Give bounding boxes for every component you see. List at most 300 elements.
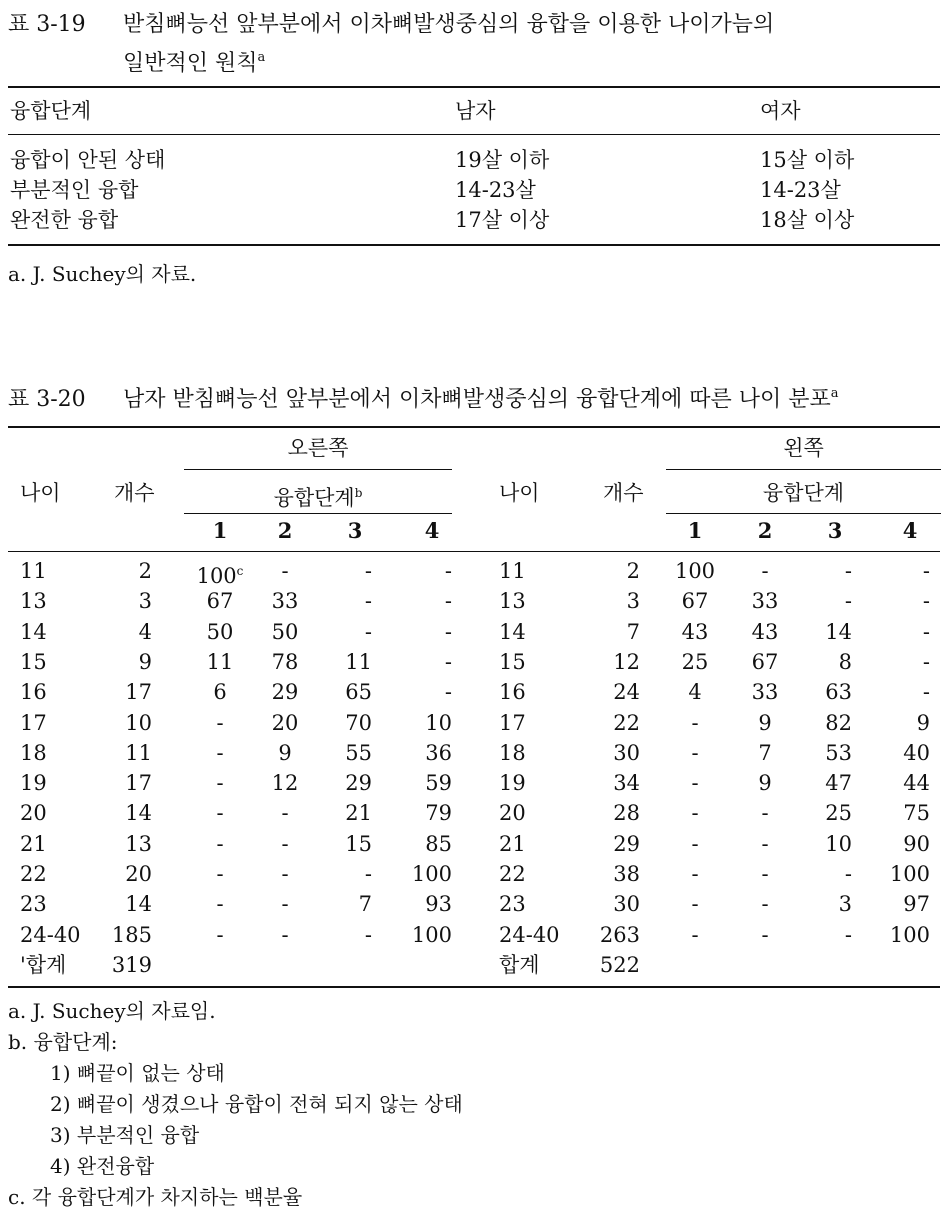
stage-3-left-cell: [800, 950, 852, 980]
count-cell: [580, 556, 640, 586]
cell-value: 100: [674, 559, 716, 583]
cell-value: -: [364, 589, 372, 614]
table-row: [8, 144, 938, 176]
stage-3-left-cell: [800, 738, 852, 768]
cell-value: -: [691, 710, 699, 735]
stage-2-right-cell: [255, 798, 315, 828]
count-cell: [100, 859, 152, 889]
stage-3-left-cell: [800, 859, 852, 889]
stage-4-left-cell: [870, 950, 930, 980]
cell-value: 100: [889, 922, 930, 947]
cell-value: -: [444, 649, 452, 674]
footnote-b-item: 2) 뼈끝이 생겼으나 융합이 전혀 되지 않는 상태: [50, 1092, 463, 1116]
cell-value: -: [281, 831, 289, 856]
header-stage-2-left: 2: [757, 518, 773, 543]
age-cell: [20, 647, 100, 677]
stage-4-left-cell: [870, 859, 930, 889]
count-cell: [580, 920, 640, 950]
stage-2-left-cell: [735, 677, 795, 707]
stage-3-right-cell: [320, 950, 372, 980]
right-side-span-rule: [184, 469, 452, 470]
cell-value: -: [844, 862, 852, 886]
cell-value: 33: [751, 589, 779, 614]
header-stage-3-right: 3: [347, 518, 363, 543]
stage-3-left-cell: [800, 768, 852, 798]
stage-4-left-cell: [870, 708, 930, 738]
cell-value: 70: [345, 710, 372, 735]
cell-value: -: [444, 559, 452, 583]
cell-value: 18: [499, 740, 526, 765]
cell-value: 24: [613, 680, 640, 705]
stage-4-right-cell: [392, 647, 452, 677]
cell-value: '합계: [20, 952, 67, 977]
cell-value: -: [216, 740, 224, 765]
count-cell: [100, 920, 152, 950]
cell-value: 13: [499, 589, 526, 614]
cell-value: 30: [613, 892, 640, 917]
cell-value: 43: [681, 619, 709, 644]
age-cell: [499, 677, 579, 707]
cell-value: -: [364, 922, 372, 947]
stage-3-right-cell: [320, 859, 372, 889]
cell-value: -: [761, 922, 769, 947]
stage-cell: 완전한 융합: [10, 208, 119, 232]
male-cell: 17살 이상: [455, 208, 550, 232]
cell-value: 14: [125, 892, 152, 917]
cell-value: 15: [345, 831, 372, 856]
cell-value: 3: [838, 892, 852, 917]
count-cell: [580, 677, 640, 707]
age-cell: [20, 617, 100, 647]
cell-value: -: [922, 680, 930, 705]
cell-value: -: [281, 862, 289, 886]
cell-value: 13: [125, 831, 152, 856]
cell-value: -: [761, 801, 769, 826]
count-cell: [100, 798, 152, 828]
count-cell: [100, 708, 152, 738]
table-3-20-title: 남자 받침뼈능선 앞부분에서 이차뼈발생중심의 융합단계에 따른 나이 분포: [123, 387, 831, 412]
cell-value: -: [216, 922, 224, 947]
cell-value: 185: [111, 922, 152, 947]
cell-value: 20: [271, 710, 299, 735]
header-stage-right-label: 융합단계: [273, 486, 355, 510]
cell-value: 3: [626, 589, 640, 614]
stage-3-right-cell: [320, 829, 372, 859]
stage-3-right-cell: [320, 768, 372, 798]
table-3-20-number: 표 3-20: [8, 387, 86, 412]
stage-3-right-cell: [320, 677, 372, 707]
cell-value: -: [922, 589, 930, 614]
header-left-side: 왼쪽: [783, 436, 824, 460]
cell-value: 21: [499, 831, 526, 856]
cell-value: 7: [358, 892, 372, 917]
cell-value: 78: [271, 649, 299, 674]
cell-value: -: [444, 619, 452, 644]
cell-value: 17: [125, 771, 152, 796]
cell-value: 23: [20, 892, 47, 917]
cell-value: 29: [271, 680, 299, 705]
cell-value: -: [691, 740, 699, 765]
cell-value: 12: [613, 649, 640, 674]
stage-1-right-cell: [186, 556, 254, 586]
cell-value: 합계: [499, 952, 540, 977]
stage-1-left-cell: [665, 798, 725, 828]
cell-value: 24-40: [499, 922, 560, 947]
table-3-19-title-line1: 받침뼈능선 앞부분에서 이차뼈발생중심의 융합을 이용한 나이가늠의: [123, 12, 775, 37]
stage-2-right-cell: [255, 708, 315, 738]
stage-1-right-cell: [186, 920, 254, 950]
cell-value: 20: [499, 801, 526, 826]
count-cell: [580, 586, 640, 616]
age-cell: [20, 920, 100, 950]
footnote-marker: a: [830, 386, 839, 401]
cell-value: 19: [499, 771, 526, 796]
table-3-20-bottom-rule: [8, 986, 940, 988]
cell-value: -: [444, 589, 452, 614]
age-cell: [20, 859, 100, 889]
cell-value: 63: [825, 680, 852, 705]
stage-2-left-cell: [735, 556, 795, 586]
cell-value: 22: [20, 862, 47, 886]
male-cell: 14-23살: [455, 178, 536, 202]
header-stage-3-left: 3: [827, 518, 843, 543]
cell-value: 6: [213, 680, 227, 705]
stage-4-left-cell: [870, 889, 930, 919]
table-3-20-top-rule: [8, 426, 940, 428]
cell-value: -: [281, 922, 289, 947]
stage-1-left-cell: [665, 708, 725, 738]
cell-value: -: [364, 862, 372, 886]
count-cell: [580, 617, 640, 647]
table-3-19-number: 표 3-19: [8, 12, 86, 37]
stage-3-right-cell: [320, 798, 372, 828]
male-cell: 19살 이하: [455, 148, 550, 172]
cell-value: 67: [681, 589, 709, 614]
stage-4-right-cell: [392, 677, 452, 707]
stage-4-right-cell: [392, 950, 452, 980]
cell-value: 100: [889, 862, 930, 886]
stage-3-right-cell: [320, 920, 372, 950]
header-count-left: 개수: [603, 481, 644, 505]
stage-2-right-cell: [255, 556, 315, 586]
stage-3-right-cell: [320, 647, 372, 677]
cell-value: 2: [626, 559, 640, 583]
cell-value: -: [761, 862, 769, 886]
stage-4-left-cell: [870, 798, 930, 828]
cell-value: 67: [751, 649, 779, 674]
cell-value: 11: [345, 649, 372, 674]
table-3-20-caption: [8, 382, 839, 413]
cell-value: -: [691, 771, 699, 796]
footnote-b-item: 1) 뼈끝이 없는 상태: [50, 1061, 225, 1085]
stage-4-left-cell: [870, 647, 930, 677]
stage-2-left-cell: [735, 950, 795, 980]
count-cell: [100, 677, 152, 707]
footnote-b: b. 융합단계:: [8, 1030, 118, 1054]
count-cell: [580, 950, 640, 980]
cell-value: 97: [903, 892, 930, 917]
stage-2-right-cell: [255, 586, 315, 616]
cell-value: 11: [499, 559, 526, 583]
stage-4-left-cell: [870, 768, 930, 798]
cell-value: -: [691, 922, 699, 947]
age-cell: [499, 859, 579, 889]
stage-1-left-cell: [665, 950, 725, 980]
cell-value: -: [364, 559, 372, 583]
header-age-right: 나이: [20, 481, 61, 505]
stage-2-left-cell: [735, 738, 795, 768]
cell-value: -: [216, 892, 224, 917]
stage-1-left-cell: [665, 556, 725, 586]
cell-value: 14: [825, 619, 852, 644]
cell-value: -: [691, 831, 699, 856]
cell-value: 22: [499, 862, 526, 886]
cell-value: 19: [20, 771, 47, 796]
cell-value: 12: [271, 771, 299, 796]
cell-value: 100: [196, 564, 237, 588]
cell-value: 319: [111, 952, 152, 977]
age-cell: [20, 708, 100, 738]
age-cell: [499, 647, 579, 677]
cell-value: 75: [903, 801, 930, 826]
cell-value: -: [761, 559, 769, 583]
cell-value: 50: [271, 619, 299, 644]
cell-value: 67: [206, 589, 234, 614]
cell-value: 34: [613, 771, 640, 796]
stage-3-left-cell: [800, 556, 852, 586]
header-stage-1-right: 1: [212, 518, 228, 543]
stage-cell: 융합이 안된 상태: [10, 148, 166, 172]
stage-1-left-cell: [665, 920, 725, 950]
cell-value: -: [922, 559, 930, 583]
age-cell: [499, 556, 579, 586]
cell-value: 20: [125, 862, 152, 886]
age-cell: [20, 768, 100, 798]
stage-3-right-cell: [320, 617, 372, 647]
female-cell: 14-23살: [760, 178, 841, 202]
stage-3-left-cell: [800, 677, 852, 707]
cell-value: 53: [825, 740, 852, 765]
stage-4-left-cell: [870, 586, 930, 616]
stage-2-left-cell: [735, 829, 795, 859]
stage-2-left-cell: [735, 617, 795, 647]
count-cell: [580, 768, 640, 798]
stage-2-left-cell: [735, 647, 795, 677]
cell-value: -: [216, 862, 224, 886]
stage-2-right-cell: [255, 677, 315, 707]
cell-value: 9: [138, 649, 152, 674]
stage-4-left-cell: [870, 617, 930, 647]
header-stage-right: [184, 476, 452, 510]
cell-value: 25: [825, 801, 852, 826]
stage-1-left-cell: [665, 647, 725, 677]
cell-value: 263: [599, 922, 640, 947]
stage-1-right-cell: [186, 708, 254, 738]
cell-value: 17: [499, 710, 526, 735]
stage-3-right-cell: [320, 556, 372, 586]
stage-4-right-cell: [392, 889, 452, 919]
cell-value: 55: [345, 740, 372, 765]
count-cell: [580, 708, 640, 738]
stage-2-right-cell: [255, 647, 315, 677]
age-cell: [499, 768, 579, 798]
stage-3-right-cell: [320, 889, 372, 919]
cell-value: 28: [613, 801, 640, 826]
stage-2-left-cell: [735, 889, 795, 919]
stage-4-left-cell: [870, 677, 930, 707]
count-cell: [100, 829, 152, 859]
stage-2-left-cell: [735, 708, 795, 738]
stage-4-right-cell: [392, 798, 452, 828]
count-cell: [100, 768, 152, 798]
stage-2-right-cell: [255, 889, 315, 919]
stage-1-right-cell: [186, 586, 254, 616]
cell-value: 33: [751, 680, 779, 705]
cell-value: 30: [613, 740, 640, 765]
stage-4-left-cell: [870, 920, 930, 950]
stage-3-left-cell: [800, 617, 852, 647]
header-right-side: 오른쪽: [287, 436, 349, 460]
cell-value: 100: [411, 862, 452, 886]
stage-1-right-cell: [186, 889, 254, 919]
stage-4-right-cell: [392, 859, 452, 889]
header-count-right: 개수: [114, 481, 155, 505]
stage-3-left-cell: [800, 798, 852, 828]
cell-value: 15: [499, 649, 526, 674]
table-row: [8, 204, 938, 236]
stage-2-right-cell: [255, 617, 315, 647]
cell-value: 11: [20, 559, 47, 583]
age-cell: [499, 617, 579, 647]
female-cell: 15살 이하: [760, 148, 855, 172]
cell-value: 2: [138, 559, 152, 583]
cell-value: -: [761, 892, 769, 917]
header-stage-1-left: 1: [687, 518, 703, 543]
cell-value: 65: [345, 680, 372, 705]
cell-value: 90: [903, 831, 930, 856]
cell-value: 38: [613, 862, 640, 886]
cell-value: 9: [758, 710, 772, 735]
footnote-a: a. J. Suchey의 자료임.: [8, 999, 216, 1023]
cell-value: 85: [425, 831, 452, 856]
cell-value: 29: [613, 831, 640, 856]
cell-value: -: [281, 801, 289, 826]
cell-value: 47: [825, 771, 852, 796]
count-cell: [100, 950, 152, 980]
footnote-b-item: 4) 완전융합: [50, 1154, 155, 1178]
cell-value: 59: [425, 771, 452, 796]
age-cell: [499, 889, 579, 919]
cell-value: -: [216, 771, 224, 796]
cell-value: -: [216, 801, 224, 826]
count-cell: [580, 647, 640, 677]
age-cell: [499, 586, 579, 616]
cell-value: 4: [688, 680, 702, 705]
header-stage-4-right: 4: [424, 518, 440, 543]
cell-value: 15: [20, 649, 47, 674]
age-cell: [20, 677, 100, 707]
cell-value: 25: [681, 649, 709, 674]
cell-value: 36: [425, 740, 452, 765]
header-stage-2-right: 2: [277, 518, 293, 543]
age-cell: [20, 798, 100, 828]
footnote-b-item: 3) 부분적인 융합: [50, 1123, 200, 1147]
count-cell: [100, 556, 152, 586]
header-stage: 융합단계: [10, 99, 92, 123]
cell-value: 10: [825, 831, 852, 856]
stage-3-left-cell: [800, 829, 852, 859]
stage-2-left-cell: [735, 798, 795, 828]
header-stage-left: 융합단계: [762, 481, 845, 505]
count-cell: [580, 859, 640, 889]
stage-4-right-cell: [392, 768, 452, 798]
stage-4-right-cell: [392, 617, 452, 647]
stage-1-left-cell: [665, 677, 725, 707]
cell-value: -: [844, 589, 852, 614]
table-3-19-bottom-rule: [8, 244, 940, 246]
footnote-c: c. 각 융합단계가 차지하는 백분율: [8, 1185, 303, 1209]
stage-3-left-cell: [800, 586, 852, 616]
header-male: 남자: [455, 99, 496, 123]
stage-1-right-cell: [186, 859, 254, 889]
cell-value: 7: [626, 619, 640, 644]
stage-4-right-cell: [392, 920, 452, 950]
cell-value: 8: [838, 649, 852, 674]
stage-1-right-cell: [186, 798, 254, 828]
footnote-marker: a: [257, 50, 266, 65]
stage-4-right-cell: [392, 738, 452, 768]
stage-1-right-cell: [186, 829, 254, 859]
footnote-marker: b: [354, 486, 363, 500]
cell-value: 29: [345, 771, 372, 796]
cell-value: 21: [20, 831, 47, 856]
cell-value: 14: [20, 619, 47, 644]
cell-value: -: [922, 619, 930, 644]
stage-1-left-cell: [665, 586, 725, 616]
stage-1-left-cell: [665, 889, 725, 919]
count-cell: [580, 829, 640, 859]
cell-value: 10: [125, 710, 152, 735]
cell-value: 11: [206, 649, 234, 674]
cell-value: 14: [499, 619, 526, 644]
age-cell: [499, 708, 579, 738]
cell-value: 93: [425, 892, 452, 917]
count-cell: [580, 798, 640, 828]
cell-value: -: [844, 559, 852, 583]
age-cell: [20, 556, 100, 586]
age-cell: [20, 950, 100, 980]
stage-3-left-cell: [800, 889, 852, 919]
stage-1-left-cell: [665, 859, 725, 889]
cell-value: 100: [411, 922, 452, 947]
cell-value: -: [281, 892, 289, 917]
stage-1-left-cell: [665, 829, 725, 859]
cell-value: 50: [206, 619, 234, 644]
table-3-19-header-rule: [8, 134, 940, 135]
cell-value: -: [691, 801, 699, 826]
cell-value: 24-40: [20, 922, 81, 947]
cell-value: 33: [271, 589, 299, 614]
female-cell: 18살 이상: [760, 208, 855, 232]
stage-2-right-cell: [255, 859, 315, 889]
footnote-marker: c: [236, 564, 244, 578]
stage-1-right-cell: [186, 768, 254, 798]
cell-value: 16: [20, 680, 47, 705]
stage-3-right-cell: [320, 738, 372, 768]
stage-2-left-cell: [735, 859, 795, 889]
stage-3-left-cell: [800, 920, 852, 950]
count-cell: [100, 738, 152, 768]
